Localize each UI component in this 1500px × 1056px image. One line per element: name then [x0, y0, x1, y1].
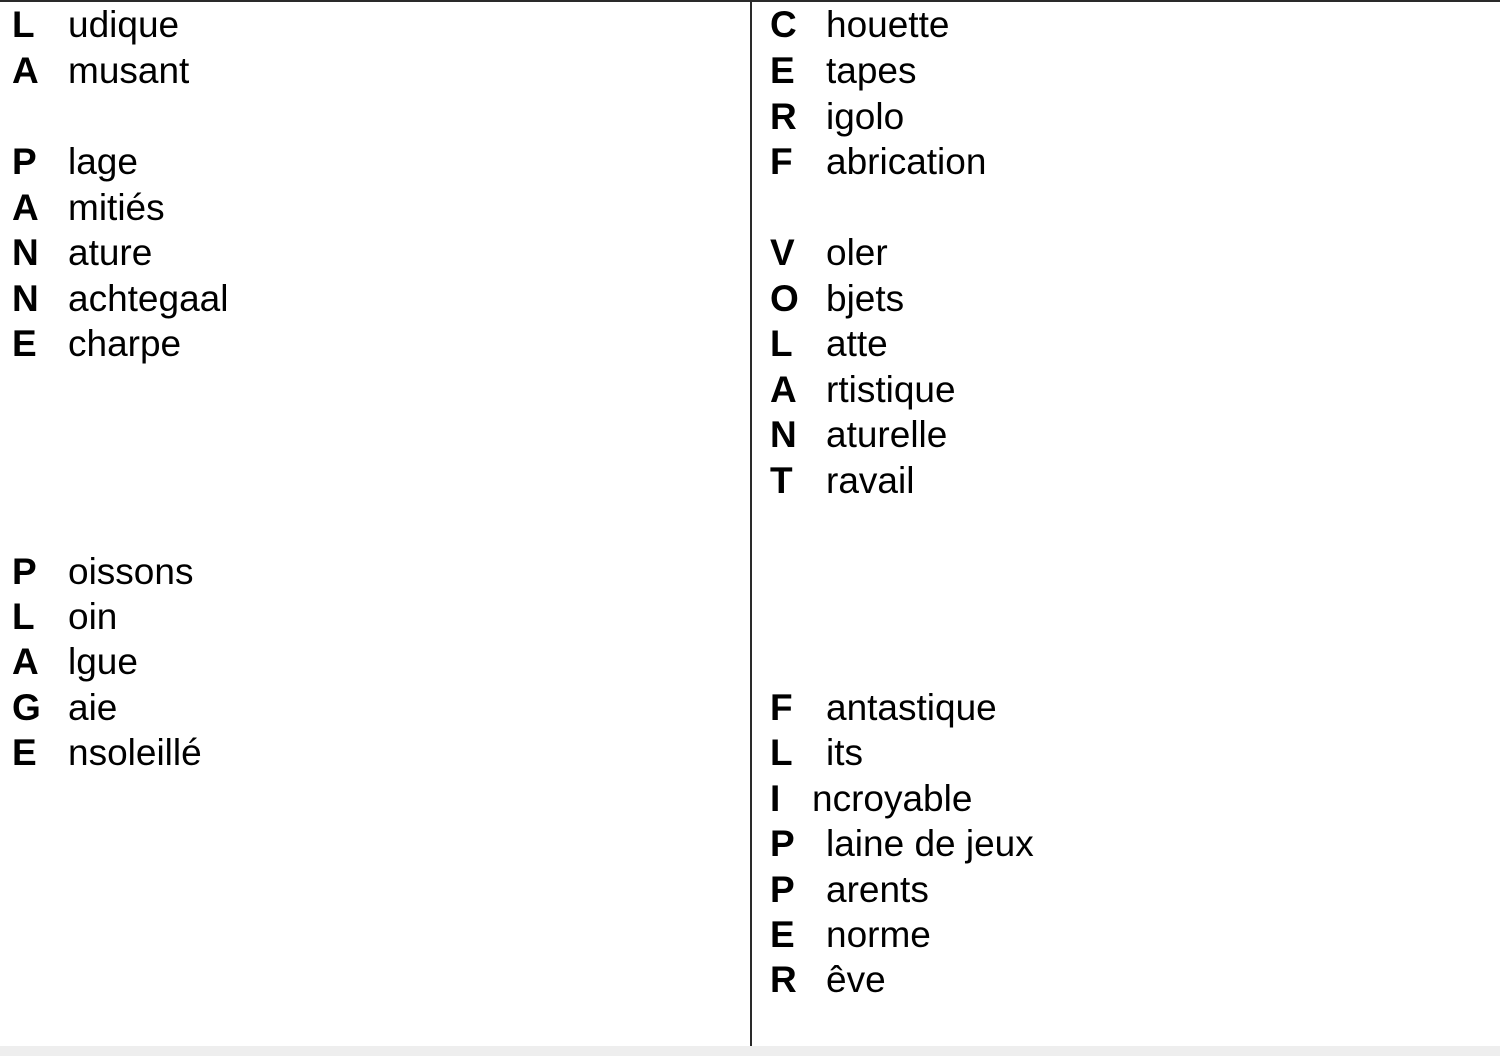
acrostic-initial: E	[12, 732, 37, 773]
acrostic-entry	[12, 48, 189, 94]
acrostic-initial: L	[770, 732, 793, 773]
acrostic-word-rest: charpe	[68, 323, 182, 364]
acrostic-entry	[12, 185, 165, 231]
acrostic-word-rest: nsoleillé	[68, 732, 202, 773]
acrostic-initial: L	[12, 4, 35, 45]
acrostic-entry	[12, 594, 117, 640]
acrostic-initial: P	[770, 823, 795, 864]
acrostic-word-rest: ncroyable	[812, 778, 973, 819]
acrostic-word-rest: êve	[826, 959, 886, 1000]
acrostic-word-rest: abrication	[826, 141, 987, 182]
acrostic-entry	[770, 730, 863, 776]
acrostic-initial: A	[12, 641, 39, 682]
acrostic-entry	[770, 912, 931, 958]
acrostic-initial: L	[770, 323, 793, 364]
acrostic-word-rest: antastique	[826, 687, 997, 728]
acrostic-initial: C	[770, 4, 797, 45]
acrostic-word-rest: igolo	[826, 96, 905, 137]
acrostic-word-rest: lage	[68, 141, 138, 182]
acrostic-entry	[770, 957, 886, 1003]
acrostic-entry	[770, 276, 904, 322]
acrostic-word-rest: houette	[826, 4, 950, 45]
acrostic-word-rest: achtegaal	[68, 278, 229, 319]
acrostic-initial: O	[770, 278, 799, 319]
acrostic-entry	[770, 48, 917, 94]
acrostic-entry	[770, 367, 956, 413]
acrostic-initial: I	[770, 778, 781, 819]
acrostic-entry	[770, 94, 904, 140]
acrostic-word-rest: mitiés	[68, 187, 165, 228]
acrostic-word-rest: oissons	[68, 551, 194, 592]
acrostic-initial: V	[770, 232, 795, 273]
acrostic-initial: N	[12, 278, 39, 319]
acrostic-initial: P	[770, 869, 795, 910]
acrostic-initial: P	[12, 551, 37, 592]
acrostic-word-rest: aturelle	[826, 414, 948, 455]
acrostic-word-rest: atte	[826, 323, 888, 364]
acrostic-word-rest: its	[826, 732, 863, 773]
acrostic-entry	[770, 458, 914, 504]
acrostic-initial: A	[12, 50, 39, 91]
acrostic-word-rest: oler	[826, 232, 888, 273]
acrostic-entry	[12, 2, 179, 48]
acrostic-initial: N	[12, 232, 39, 273]
acrostic-initial: F	[770, 687, 793, 728]
acrostic-entry	[12, 321, 181, 367]
acrostic-word-rest: oin	[68, 596, 118, 637]
right-column	[770, 2, 1500, 1042]
acrostic-word-rest: udique	[68, 4, 180, 45]
acrostic-entry	[12, 139, 138, 185]
left-column	[12, 2, 752, 1042]
acrostic-entry	[770, 821, 1034, 867]
acrostic-initial: A	[12, 187, 39, 228]
acrostic-entry	[12, 549, 193, 595]
acrostic-word-rest: ature	[68, 232, 153, 273]
acrostic-initial: E	[770, 50, 795, 91]
acrostic-initial: N	[770, 414, 797, 455]
acrostic-entry	[12, 230, 152, 276]
acrostic-entry	[770, 776, 972, 822]
acrostic-initial: F	[770, 141, 793, 182]
acrostic-initial: E	[12, 323, 37, 364]
acrostic-word-rest: laine de jeux	[826, 823, 1034, 864]
acrostic-entry	[770, 139, 986, 185]
acrostic-entry	[770, 867, 929, 913]
acrostic-word-rest: ravail	[826, 460, 915, 501]
acrostic-word-rest: bjets	[826, 278, 905, 319]
acrostic-word-rest: lgue	[68, 641, 138, 682]
acrostic-initial: T	[770, 460, 793, 501]
acrostic-word-rest: arents	[826, 869, 929, 910]
acrostic-word-rest: aie	[68, 687, 118, 728]
acrostic-entry	[770, 412, 947, 458]
acrostic-word-rest: norme	[826, 914, 931, 955]
acrostic-entry	[12, 730, 202, 776]
acrostic-initial: A	[770, 369, 797, 410]
acrostic-word-rest: rtistique	[826, 369, 956, 410]
acrostic-word-rest: musant	[68, 50, 190, 91]
acrostic-initial: E	[770, 914, 795, 955]
acrostic-entry	[12, 685, 117, 731]
acrostic-entry	[770, 321, 888, 367]
acrostic-entry	[12, 639, 138, 685]
acrostic-word-rest: tapes	[826, 50, 917, 91]
acrostic-initial: G	[12, 687, 41, 728]
acrostic-initial: L	[12, 596, 35, 637]
acrostic-entry	[12, 276, 228, 322]
acrostic-initial: R	[770, 96, 797, 137]
acrostic-entry	[770, 230, 888, 276]
acrostic-initial: R	[770, 959, 797, 1000]
acrostic-entry	[770, 2, 949, 48]
page-bottom-edge	[0, 1046, 1500, 1056]
acrostic-initial: P	[12, 141, 37, 182]
acrostic-entry	[770, 685, 997, 731]
